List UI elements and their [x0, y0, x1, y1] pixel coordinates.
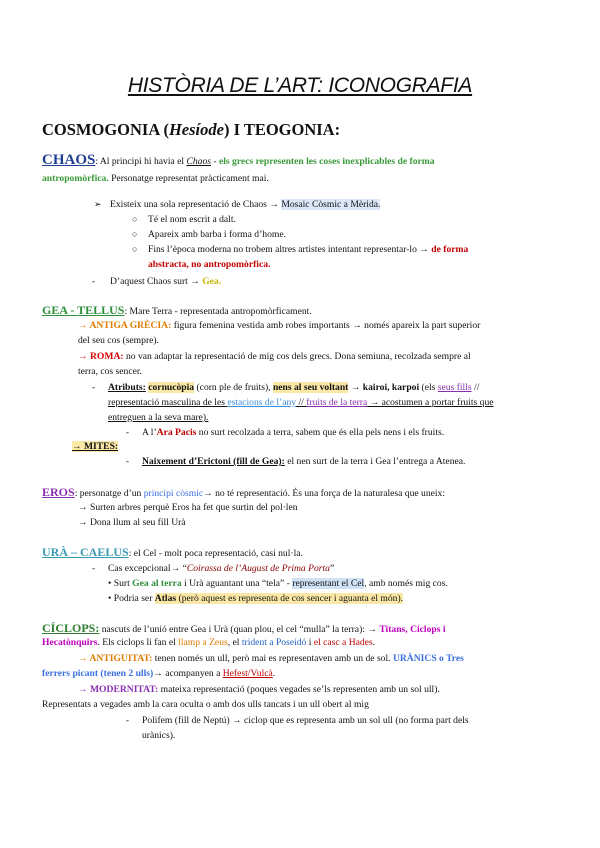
text: representació masculina de les [108, 397, 228, 408]
ura-line-1 [42, 546, 303, 560]
chaos-highlight-2: antropomòrfica. [42, 173, 109, 184]
text: - [211, 156, 219, 167]
text: nascuts de l’unió entre Gea i Urà (quan plou, el cel “mulla” la terra): → [99, 624, 380, 635]
ciclops-heading: CÍCLOPS: [42, 621, 100, 635]
eros-arrow-1: → Surten arbres perquè Eros ha fet que surtin del pol·len [78, 502, 298, 513]
ura-case [108, 563, 334, 575]
text: entreguen a la seva mare). [108, 412, 209, 423]
ciclops-line-1 [42, 622, 446, 636]
text: figura femenina vestida amb robes importants → només apareix la part superior [171, 320, 481, 331]
text: . [372, 637, 376, 648]
ura-point-1 [108, 578, 448, 590]
uranics: URÀNICS o Tres [392, 653, 464, 664]
kairoi: kairoi, karpoi [362, 382, 420, 393]
subtitle-italic: Hesíode [168, 120, 224, 139]
erictoni-label: Naixement d’Erictoni (fill de Gea): [142, 456, 285, 467]
text: i Urà aguantant una “tela” - [181, 578, 293, 589]
text: → no té representació. És una força de la naturalesa que uneix: [203, 488, 445, 499]
gea-attributes-1 [108, 382, 479, 394]
text: • Surt [108, 578, 133, 589]
text: (corn ple de fruits), [194, 382, 273, 393]
cornucopia: cornucòpia [148, 382, 195, 393]
gea-greece-1 [78, 320, 480, 332]
text: : Al principi hi havia el [95, 156, 187, 167]
ciclops-antiquity-1 [78, 653, 464, 665]
circle-bullet-icon: ○ [132, 229, 138, 239]
eros-arrow-2: → Dona llum al seu fill Urà [78, 517, 186, 528]
text: : personatge d’un [74, 488, 144, 499]
text: • Podria ser [108, 593, 155, 604]
seasons: estacions de l’any [227, 397, 297, 408]
text: no van adaptar la representació de mig cos dels grecs. Dona semiuna, recolzada sempre al [123, 351, 471, 362]
her-children: seus fills [437, 382, 472, 393]
gea-mites [72, 441, 118, 453]
ara-pacis: Ara Pacis [156, 427, 197, 438]
hefest: Hefest/Vulcà [222, 668, 273, 679]
dash-bullet-icon: - [92, 382, 95, 392]
section-heading-cosmogonia [42, 120, 340, 140]
ciclops-polifem-1: Polifem (fill de Neptú) → ciclop que es representa amb un sol ull (no forma part dels [142, 715, 469, 726]
prima-porta: Coirassa de l’August de Prima Porta [186, 563, 330, 574]
cosmic-principle: principi còsmic [143, 488, 204, 499]
page-title: HISTÒRIA DE L’ART: ICONOGRAFIA [127, 74, 473, 97]
gea-heading: GEA - TELLUS [42, 303, 125, 317]
ciclops-polifem-2: urànics). [142, 730, 176, 741]
text: mateixa representació (poques vegades se’ls representen amb un sol ull). [158, 684, 440, 695]
children-around: nens al seu voltant [272, 382, 349, 393]
subtitle-part: COSMOGONIA ( [42, 120, 169, 139]
text: . Els ciclops li fan el [97, 637, 179, 648]
gea-rome-2: terra, cos sencer. [78, 366, 142, 377]
text: el nen surt de la terra i Gea l’entrega a Atenea. [284, 456, 466, 467]
text: : el Cel - molt poca representació, casi nul·la. [128, 548, 303, 559]
gea-arapacis [142, 427, 444, 439]
dash-bullet-icon: - [126, 427, 129, 437]
gea-rome-1 [78, 351, 471, 363]
text: (els [419, 382, 438, 393]
ura-point-2 [108, 593, 403, 605]
circle-bullet-icon: ○ [132, 214, 138, 224]
text: → [348, 382, 363, 393]
rome-label: → ROMA: [78, 351, 124, 362]
antiquity-label: → ANTIGUITAT: [78, 653, 153, 664]
sky-highlight: representant el Cel [292, 578, 365, 589]
chaos-sub-1: Té el nom escrit a dalt. [148, 214, 236, 225]
eros-heading: EROS [42, 485, 75, 499]
text: // [296, 397, 307, 408]
circle-bullet-icon: ○ [132, 244, 138, 254]
gea-attributes-3 [108, 412, 208, 424]
text: Personatge representat pràcticament mai. [108, 173, 269, 184]
atlas: Atlas [154, 593, 177, 604]
dash-bullet-icon: - [126, 456, 129, 466]
text: → acostumen a portar fruits que [367, 397, 494, 408]
text: . [272, 668, 276, 679]
gea-ground: Gea al terra [132, 578, 182, 589]
dash-bullet-icon: - [92, 276, 95, 286]
chaos-sub-3b [148, 259, 270, 271]
chaos-line-1 [42, 154, 435, 168]
arrow-bullet-icon: ➢ [94, 199, 102, 209]
text: , el [227, 637, 242, 648]
poseidon-trident: trident a Poseidó [241, 637, 307, 648]
text: ” [329, 563, 335, 574]
hecatonquirs: Hecatònquirs [42, 637, 98, 648]
text: : Mare Terra - representada antropomòrficament. [124, 306, 312, 317]
subtitle-part-end: ) I TEOGONIA: [223, 120, 341, 139]
chaos-italic: Chaos [186, 156, 211, 167]
red-text: de forma [431, 244, 469, 255]
text: A l’ [142, 427, 157, 438]
text: D’aquest Chaos surt → [110, 276, 203, 287]
chaos-sub-2: Apareix amb barba i forma d’home. [148, 229, 286, 240]
hades-helmet: el casc a Hades [313, 637, 373, 648]
attributes-label: Atributs: [108, 382, 146, 393]
titans: Titans, Ciclops i [379, 624, 446, 635]
ura-heading: URÀ – CAELUS [42, 545, 129, 559]
chaos-sub-3 [148, 244, 468, 256]
ciclops-modernity-1 [78, 684, 440, 696]
text: → acompanyen a [153, 668, 223, 679]
eros-line-1 [42, 486, 445, 500]
gea-erictoni [142, 456, 465, 468]
dash-bullet-icon: - [126, 715, 129, 725]
ciclops-modernity-2: Representats a vegades amb la cara oculta o amb dos ulls tancats i un ull obert al mig [42, 699, 369, 710]
atlas-note: (però aquest es representa de cos sencer i aguanta el món). [176, 593, 404, 604]
modernity-label: → MODERNITAT: [78, 684, 159, 695]
gea-attributes-2 [108, 397, 494, 409]
chaos-dash-1 [110, 276, 221, 288]
zeus-lightning: llamp a Zeus [178, 637, 228, 648]
gea-greece-2: del seu cos (sempre). [78, 335, 159, 346]
chaos-highlight: els grecs representen les coses inexplicables de forma [219, 156, 435, 167]
chaos-heading: CHAOS [42, 152, 96, 168]
text: no surt recolzada a terra, sabem que és ella pels nens i els fruits. [196, 427, 445, 438]
mites-label: → MITES: [72, 441, 119, 452]
red-text: abstracta, no antropomòrfica. [148, 259, 271, 270]
fruits: fruits de la terra [306, 397, 368, 408]
mosaic-highlight: Mosaic Còsmic a Mèrida. [281, 199, 381, 210]
text: Existeix una sola representació de Chaos → [110, 199, 282, 210]
dash-bullet-icon: - [92, 563, 95, 573]
text: i [306, 637, 314, 648]
gea-link: Gea. [202, 276, 222, 287]
text: Fins l’època moderna no trobem altres artistes intentant representar-lo → [148, 244, 432, 255]
chaos-bullet-1 [110, 199, 380, 211]
ciclops-line-2 [42, 637, 375, 649]
text: // [471, 382, 480, 393]
chaos-line-2 [42, 173, 269, 185]
text: Cas excepcional→ “ [108, 563, 187, 574]
greece-label: → ANTIGA GRÈCIA: [78, 320, 172, 331]
text: , amb només mig cos. [364, 578, 448, 589]
three-smiths: ferrers picant (tenen 2 ulls) [42, 668, 154, 679]
ciclops-antiquity-2 [42, 668, 275, 680]
gea-line-1 [42, 304, 312, 318]
text: tenen només un ull, però mai es representaven amb un de sol. [152, 653, 393, 664]
